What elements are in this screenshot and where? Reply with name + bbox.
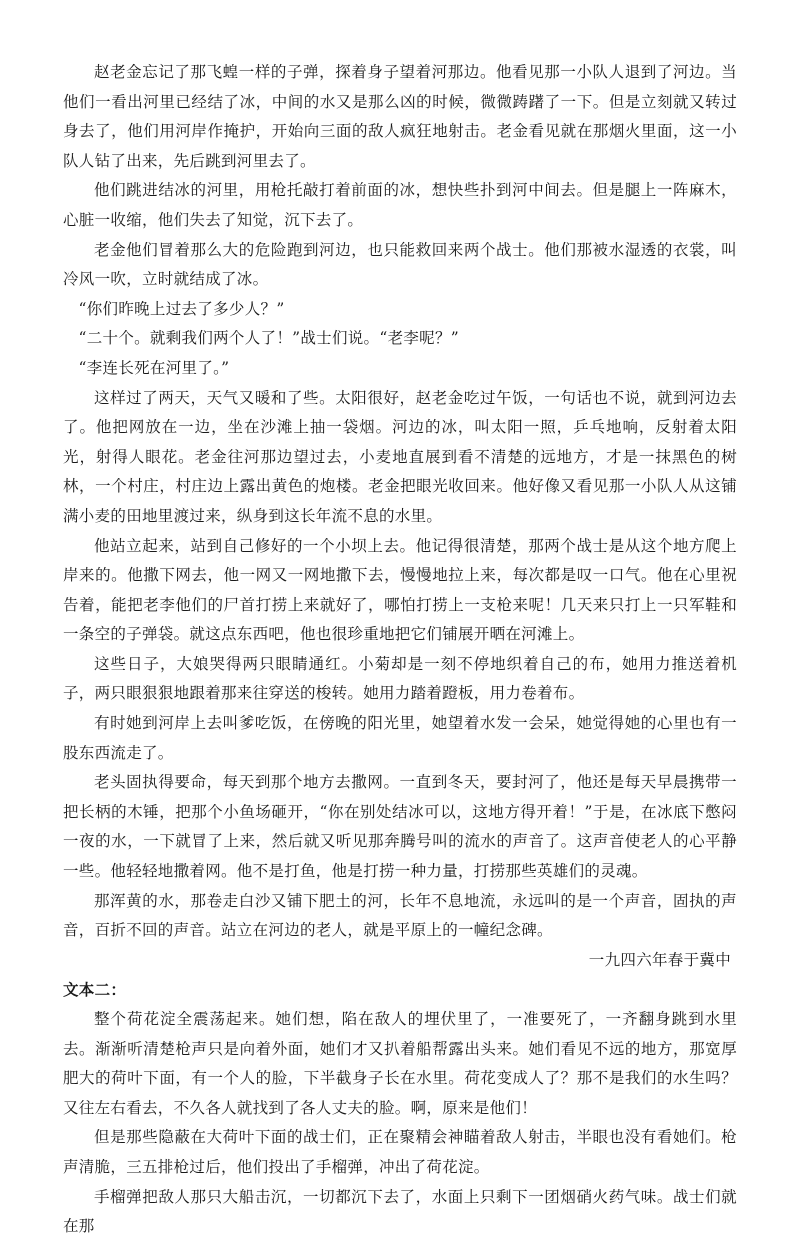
- paragraph: 赵老金忘记了那飞蝗一样的子弹，探着身子望着河那边。他看见那一小队人退到了河边。当他们一看出河里已经结了冰，中间的水又是那么凶的时候，微微踌躇了一下。但是立刻就又转过身去了，他们用河岸作掩护，开始向三面的敌人疯狂地射击。老金看见就在那烟火里面，这一小队人钻了出来，先后跳到河里去了。: [63, 63, 737, 170]
- paragraph: 他站立起来，站到自己修好的一个小坝上去。他记得很清楚，那两个战士是从这个地方爬上岸来的。他撒下网去，他一网又一网地撒下去，慢慢地拉上来，每次都是叹一口气。他在心里祝告着，能把老李他们的尸首打捞上来就好了，哪怕打捞上一支枪来呢！几天来只打上一只军鞋和一条空的子弹袋。就这点东西吧，他也很珍重地把它们铺展开晒在河滩上。: [63, 536, 737, 644]
- dialogue-line: “李连长死在河里了。”: [78, 358, 230, 377]
- paragraph: 有时她到河岸上去叫爹吃饭，在傍晚的阳光里，她望着水发一会呆，她觉得她的心里也有一股东西流走了。: [63, 714, 737, 762]
- date-signature: 一九四六年春于冀中: [588, 950, 731, 969]
- dialogue-line: “你们昨晚上过去了多少人？”: [78, 299, 285, 318]
- paragraph: 手榴弹把敌人那只大船击沉，一切都沉下去了，水面上只剩下一团烟硝火药气味。战士们就在那: [63, 1187, 737, 1236]
- paragraph: 老金他们冒着那么大的危险跑到河边，也只能救回来两个战士。他们那被水湿透的衣裳，叫冷风一吹，立时就结成了冰。: [63, 240, 737, 289]
- paragraph: 但是那些隐蔽在大荷叶下面的战士们，正在聚精会神瞄着敌人射击，半眼也没有看她们。枪声清脆，三五排枪过后，他们投出了手榴弹，冲出了荷花淀。: [63, 1128, 737, 1176]
- paragraph: 这些日子，大娘哭得两只眼睛通红。小菊却是一刻不停地织着自己的布，她用力推送着机子，两只眼狠狠地跟着那来往穿送的梭转。她用力踏着蹬板，用力卷着布。: [63, 654, 737, 703]
- paragraph: 那浑黄的水，那卷走白沙又铺下肥土的河，长年不息地流，永远叫的是一个声音，固执的声音，百折不回的声音。站立在河边的老人，就是平原上的一幢纪念碑。: [63, 891, 737, 940]
- paragraph: 老头固执得要命，每天到那个地方去撒网。一直到冬天，要封河了，他还是每天早晨携带一把长柄的木锤，把那个小鱼场砸开，“你在别处结冰可以，这地方得开着！”于是，在冰底下憋闷一夜的水，一下就冒了上来，然后就又听见那奔腾号叫的流水的声音了。这声音使老人的心平静一些。他轻轻地撒着网。他不是打鱼，他是打捞一种力量，打捞那些英雄们的灵魂。: [63, 773, 737, 881]
- dialogue-line: “二十个。就剩我们两个人了！”战士们说。“老李呢？”: [78, 329, 459, 348]
- paragraph: 整个荷花淀全震荡起来。她们想，陷在敌人的埋伏里了，一准要死了，一齐翻身跳到水里去。渐渐听清楚枪声只是向着外面，她们才又扒着船帮露出头来。她们看见不远的地方，那宽厚肥大的荷叶下面，有一个人的脸，下半截身子长在水里。荷花变成人了？那不是我们的水生吗？又往左右看去，不久各人就找到了各人丈夫的脸。啊，原来是他们！: [63, 1010, 737, 1117]
- paragraph: 这样过了两天，天气又暖和了些。太阳很好，赵老金吃过午饭，一句话也不说，就到河边去了。他把网放在一边，坐在沙滩上抽一袋烟。河边的冰，叫太阳一照，乒乓地响，反射着太阳光，射得人眼花。老金往河那边望过去，小麦地直展到看不清楚的远地方，才是一抹黑色的树林，一个村庄，村庄边上露出黄色的炮楼。老金把眼光收回来。他好像又看见那一小队人从这铺满小麦的田地里渡过来，纵身到这长年流不息的水里。: [63, 388, 737, 525]
- section-heading: 文本二：: [63, 980, 127, 1000]
- paragraph: 他们跳进结冰的河里，用枪托敲打着前面的冰，想快些扑到河中间去。但是腿上一阵麻木，心脏一收缩，他们失去了知觉，沉下去了。: [63, 181, 737, 229]
- document-page: [63, 58, 737, 1242]
